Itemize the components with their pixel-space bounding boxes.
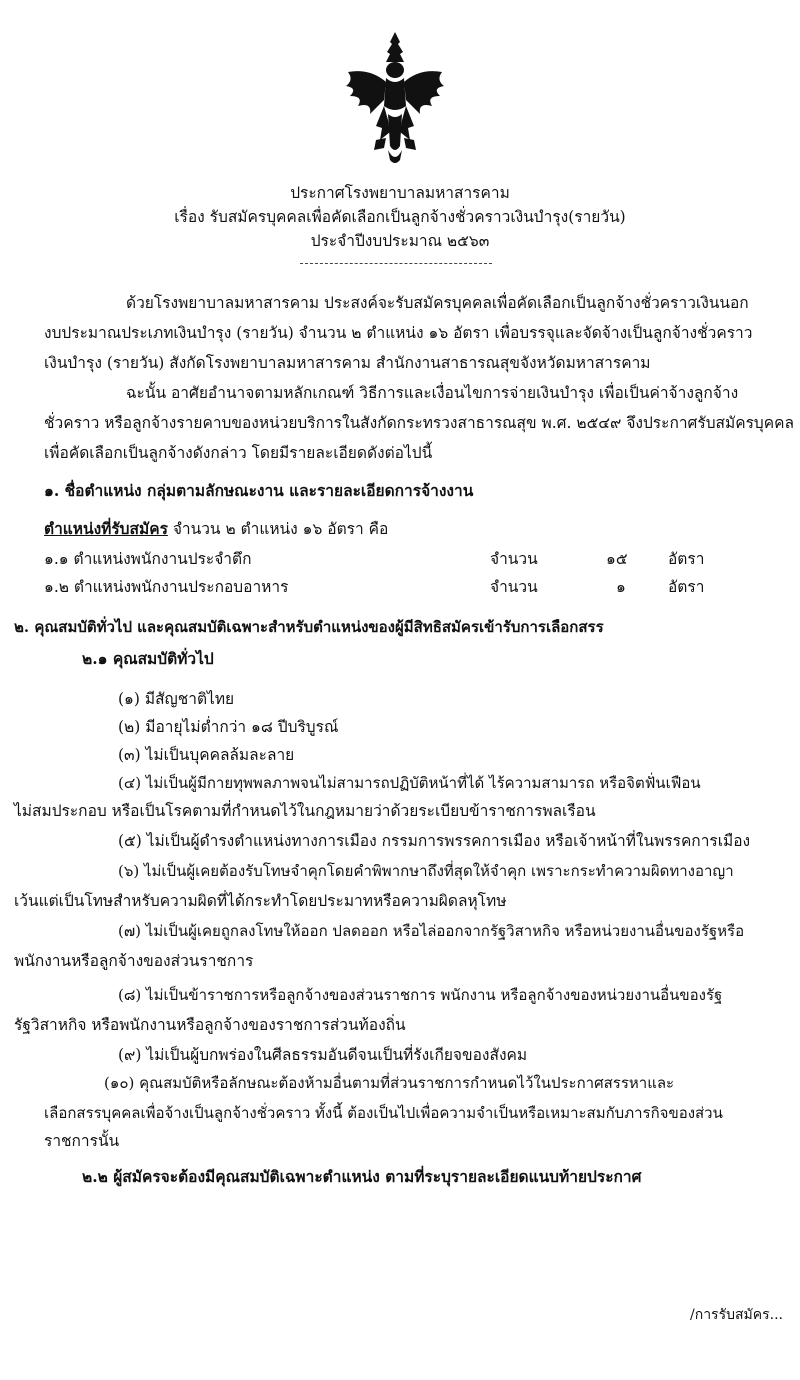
qualification-item-cont: รัฐวิสาหกิจ หรือพนักงานหรือลูกจ้างของราชการส่วนท้องถิ่น	[14, 1016, 406, 1034]
qualification-item-cont: พนักงานหรือลูกจ้างของส่วนราชการ	[14, 952, 254, 970]
qualification-item: (๑) มีสัญชาติไทย	[118, 690, 235, 708]
qualification-item: (๗) ไม่เป็นผู้เคยถูกลงโทษให้ออก ปลดออก หรือไล่ออกจากรัฐวิสาหกิจ หรือหน่วยงานอื่นของรัฐหรือ	[118, 922, 745, 940]
section-2-heading: ๒. คุณสมบัติทั่วไป และคุณสมบัติเฉพาะสำหรับตำแหน่งของผู้มีสิทธิสมัครเข้ารับการเลือกสรร	[14, 618, 604, 636]
intro-line: ชั่วคราว หรือลูกจ้างรายคาบของหน่วยบริการในสังกัดกระทรวงสาธารณสุข พ.ศ. ๒๕๔๙ จึงประกาศรับสมัครบุคคล	[44, 414, 794, 432]
positions-text: จำนวน ๒ ตำแหน่ง ๑๖ อัตรา คือ	[167, 520, 389, 538]
qualification-item: (๑๐) คุณสมบัติหรือลักษณะต้องห้ามอื่นตามที่ส่วนราชการกำหนดไว้ในประกาศสรรหาและ	[104, 1074, 675, 1092]
qualification-item: (๓) ไม่เป็นบุคคลล้มละลาย	[118, 746, 295, 764]
section-2-1-heading: ๒.๑ คุณสมบัติทั่วไป	[82, 649, 214, 668]
fiscal-year: ประจำปีงบประมาณ ๒๕๖๓	[310, 232, 490, 250]
intro-line: เพื่อคัดเลือกเป็นลูกจ้างดังกล่าว โดยมีรายละเอียดดังต่อไปนี้	[44, 444, 433, 462]
qualification-item: (๘) ไม่เป็นข้าราชการหรือลูกจ้างของส่วนราชการ พนักงาน หรือลูกจ้างของหน่วยงานอื่นของรัฐ	[118, 986, 723, 1004]
position-name: ๑.๒ ตำแหน่งพนักงานประกอบอาหาร	[44, 578, 289, 596]
section-2-2-heading: ๒.๒ ผู้สมัครจะต้องมีคุณสมบัติเฉพาะตำแหน่ง ตามที่ระบุรายละเอียดแนบท้ายประกาศ	[82, 1167, 642, 1186]
qualification-item-cont: เว้นแต่เป็นโทษสำหรับความผิดที่ได้กระทำโดยประมาทหรือความผิดลหุโทษ	[14, 892, 507, 910]
intro-line: ฉะนั้น อาศัยอำนาจตามหลักเกณฑ์ วิธีการและเงื่อนไขการจ่ายเงินบำรุง เพื่อเป็นค่าจ้างลูกจ้าง	[126, 384, 739, 402]
qualification-item-cont: เลือกสรรบุคคลเพื่อจ้างเป็นลูกจ้างชั่วคราว ทั้งนี้ ต้องเป็นไปเพื่อความจำเป็นหรือเหมาะสมกับภารกิจของส่วน	[44, 1104, 723, 1122]
position-qty-label: จำนวน	[490, 578, 538, 596]
qualification-item-cont: ไม่สมประกอบ หรือเป็นโรคตามที่กำหนดไว้ในกฎหมายว่าด้วยระเบียบข้าราชการพลเรือน	[14, 802, 596, 820]
qualification-item: (๔) ไม่เป็นผู้มีกายทุพพลภาพจนไม่สามารถปฏิบัติหน้าที่ได้ ไร้ความสามารถ หรือจิตฟั่นเฟือน	[118, 774, 701, 792]
announcement-title: ประกาศโรงพยาบาลมหาสารคาม	[290, 184, 510, 202]
title-divider	[300, 263, 492, 264]
positions-summary	[44, 518, 388, 540]
position-qty: ๑	[616, 578, 626, 596]
position-qty-label: จำนวน	[490, 550, 538, 568]
positions-label: ตำแหน่งที่รับสมัคร	[44, 519, 168, 538]
qualification-item-cont: ราชการนั้น	[44, 1132, 120, 1150]
intro-line: งบประมาณประเภทเงินบำรุง (รายวัน) จำนวน ๒ ตำแหน่ง ๑๖ อัตรา เพื่อบรรจุและจัดจ้างเป็นลูกจ้างชั่วคราว	[44, 324, 753, 342]
qualification-item: (๒) มีอายุไม่ต่ำกว่า ๑๘ ปีบริบูรณ์	[118, 718, 339, 736]
qualification-item: (๖) ไม่เป็นผู้เคยต้องรับโทษจำคุกโดยคำพิพากษาถึงที่สุดให้จำคุก เพราะกระทำความผิดทางอาญา	[118, 862, 734, 880]
intro-line: เงินบำรุง (รายวัน) สังกัดโรงพยาบาลมหาสารคาม สำนักงานสาธารณสุขจังหวัดมหาสารคาม	[44, 354, 651, 372]
position-unit: อัตรา	[668, 578, 705, 596]
qualification-item: (๙) ไม่เป็นผู้บกพร่องในศีลธรรมอันดีจนเป็นที่รังเกียจของสังคม	[118, 1046, 528, 1064]
position-qty: ๑๕	[606, 550, 628, 568]
announcement-subject: เรื่อง รับสมัครบุคคลเพื่อคัดเลือกเป็นลูกจ้างชั่วคราวเงินบำรุง(รายวัน)	[174, 208, 626, 226]
qualification-item: (๕) ไม่เป็นผู้ดำรงตำแหน่งทางการเมือง กรรมการพรรคการเมือง หรือเจ้าหน้าที่ในพรรคการเมือง	[118, 832, 751, 850]
position-name: ๑.๑ ตำแหน่งพนักงานประจำตึก	[44, 550, 252, 568]
position-unit: อัตรา	[668, 550, 705, 568]
section-1-heading: ๑. ชื่อตำแหน่ง กลุ่มตามลักษณะงาน และรายละเอียดการจ้างงาน	[44, 481, 474, 500]
continued-note: /การรับสมัคร...	[690, 1307, 783, 1323]
intro-line: ด้วยโรงพยาบาลมหาสารคาม ประสงค์จะรับสมัครบุคคลเพื่อคัดเลือกเป็นลูกจ้างชั่วคราวเงินนอก	[126, 294, 749, 312]
garuda-emblem-icon	[340, 28, 450, 168]
